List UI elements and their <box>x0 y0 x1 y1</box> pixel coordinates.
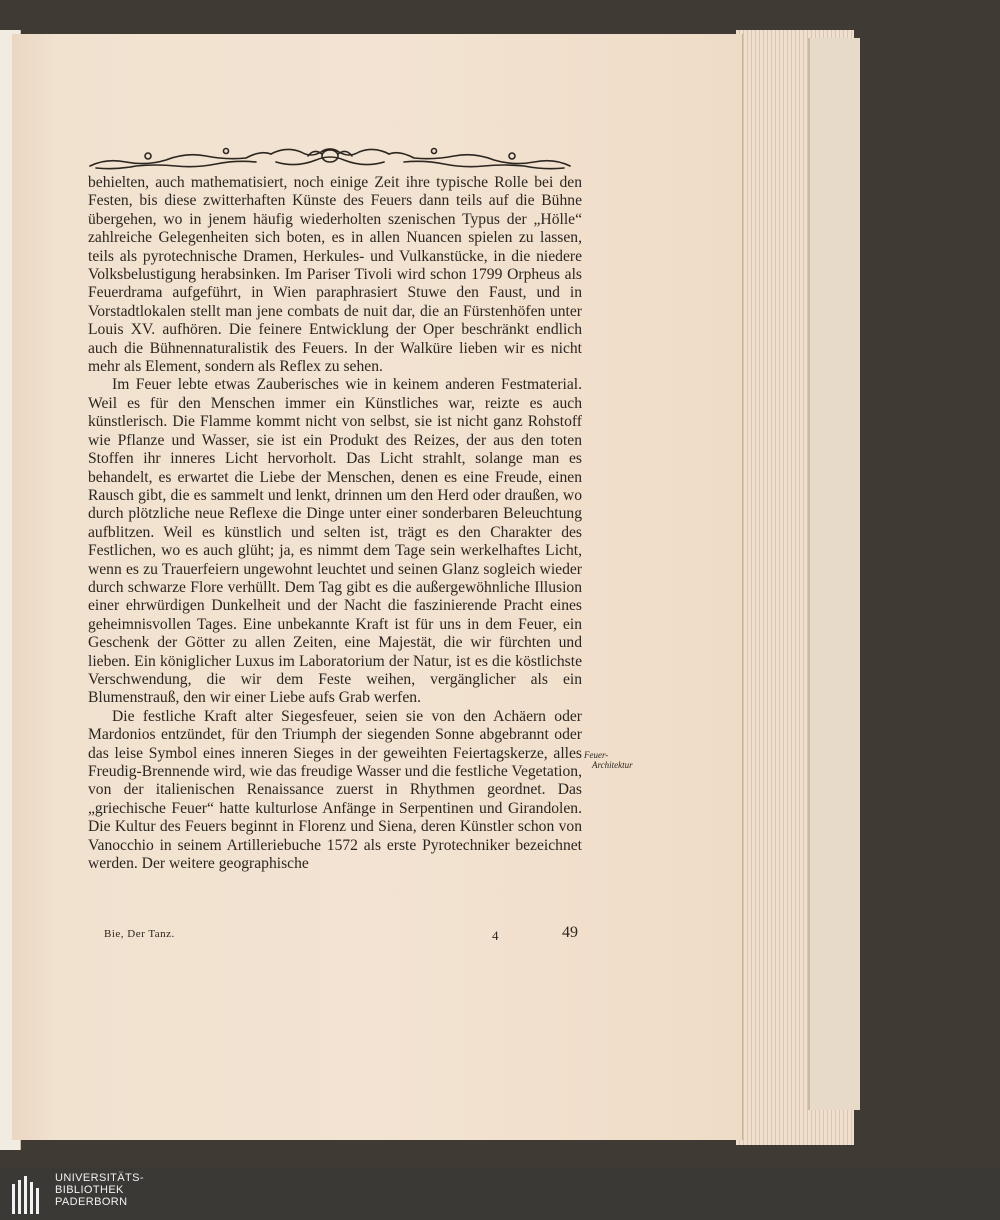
book-cover-edge <box>808 38 860 1110</box>
marginal-note <box>584 750 654 770</box>
library-name-line: PADERBORN <box>55 1196 128 1208</box>
library-logo-icon <box>10 1176 50 1216</box>
marginal-note-line: Architektur <box>592 760 633 770</box>
page-number: 49 <box>562 924 578 941</box>
paragraph: behielten, auch mathematisiert, noch einige Zeit ihre typische Rolle bei den Festen, bis diese zwitterhaften Künste des Feuers dann teils auf die Bühne übergehen, wo in jenem häufig wiederholten szenischen Typus der „Hölle“ zahlreiche Gelegenheiten sich boten, es in allen Nuancen spielen zu lassen, teils als pyrotechnische Dramen, Herkules- und Vulkanstücke, in die niedere Volksbelustigung herabsinken. Im Pariser Tivoli wird schon 1799 Orpheus als Feuerdrama aufgeführt, in Wien paraphrasiert Stuwe den Faust, und in Vorstadtlokalen stellt man jene combats de nuit dar, die an Fürstenhöfen unter Louis XV. aufhören. Die feinere Entwicklung der Oper beschränkt endlich auch die Bühnennaturalistik des Feuers. In der Walküre lieben wir es nicht mehr als Element, sondern als Reflex zu sehen. <box>88 174 582 376</box>
decorative-ornament <box>86 142 574 172</box>
library-banner <box>0 1168 1000 1220</box>
library-name <box>55 1172 144 1208</box>
paragraph: Die festliche Kraft alter Siegesfeuer, seien sie von den Achäern oder Mardonios entzündet, für den Triumph der siegenden Sonne abgebrannt oder das leise Symbol eines inneren Sieges in der geweihten Feiertagskerze, alles Freudig-Brennende wird, wie das freudige Wasser und die festliche Vegetation, von der italienischen Renaissance zuerst in Rhythmen geordnet. Das „griechische Feuer“ hatte kulturlose Anfänge in Serpentinen und Girandolen. Die Kultur des Feuers beginnt in Florenz und Siena, deren Künstler schon von Vanocchio in seinem Artilleriebuche 1572 als erste Pyrotechniker bezeichnet werden. Der weitere geographische <box>88 707 582 873</box>
library-name-line: BIBLIOTHEK <box>55 1184 124 1196</box>
marginal-note-line: Feuer- <box>584 750 609 760</box>
signature-mark: 4 <box>492 928 499 943</box>
library-name-line: UNIVERSITÄTS- <box>55 1172 144 1184</box>
body-text <box>88 174 582 873</box>
footer-title: Bie, Der Tanz. <box>104 928 175 940</box>
paragraph: Im Feuer lebte etwas Zauberisches wie in keinem anderen Festmaterial. Weil es für den Menschen immer ein Künstliches war, reizte es auch künstlerisch. Die Flamme kommt nicht von selbst, sie ist nicht ganz Rohstoff wie Pflanze und Wasser, sie ist ein Produkt des Reizes, der aus den toten Stoffen ihr inneres Licht hervorholt. Das Licht strahlt, solange man es behandelt, es erwartet die Liebe der Menschen, denen es eine Freude, einen Rausch gibt, die es sammelt und lenkt, drinnen um den Herd oder draußen, wo durch plötzliche neue Reflexe die Dinge unter einer sonderbaren Beleuchtung aufblitzen. Weil es künstlich und selten ist, trägt es den Charakter des Festlichen, wo es auch glüht; ja, es nimmt dem Tage sein werkelhaftes Licht, wenn es zu Trauerfeiern ungewohnt leuchtet und seinen Glanz sogleich wieder durch schwarze Flore verhüllt. Dem Tag gibt es die außergewöhnliche Illusion einer ehrwürdigen Dunkelheit und der Nacht die faszinierende Pracht eines geheimnisvollen Tages. Eine unbekannte Kraft ist für uns in dem Feuer, ein Geschenk der Götter zu allen Zeiten, eine Majestät, die wir fürchten und lieben. Ein königlicher Luxus im Laboratorium der Natur, ist es die köstlichste Verschwendung, die wir dem Feste weihen, vergänglicher als ein Blumenstrauß, den wir einer Liebe aufs Grab werfen. <box>88 376 582 707</box>
